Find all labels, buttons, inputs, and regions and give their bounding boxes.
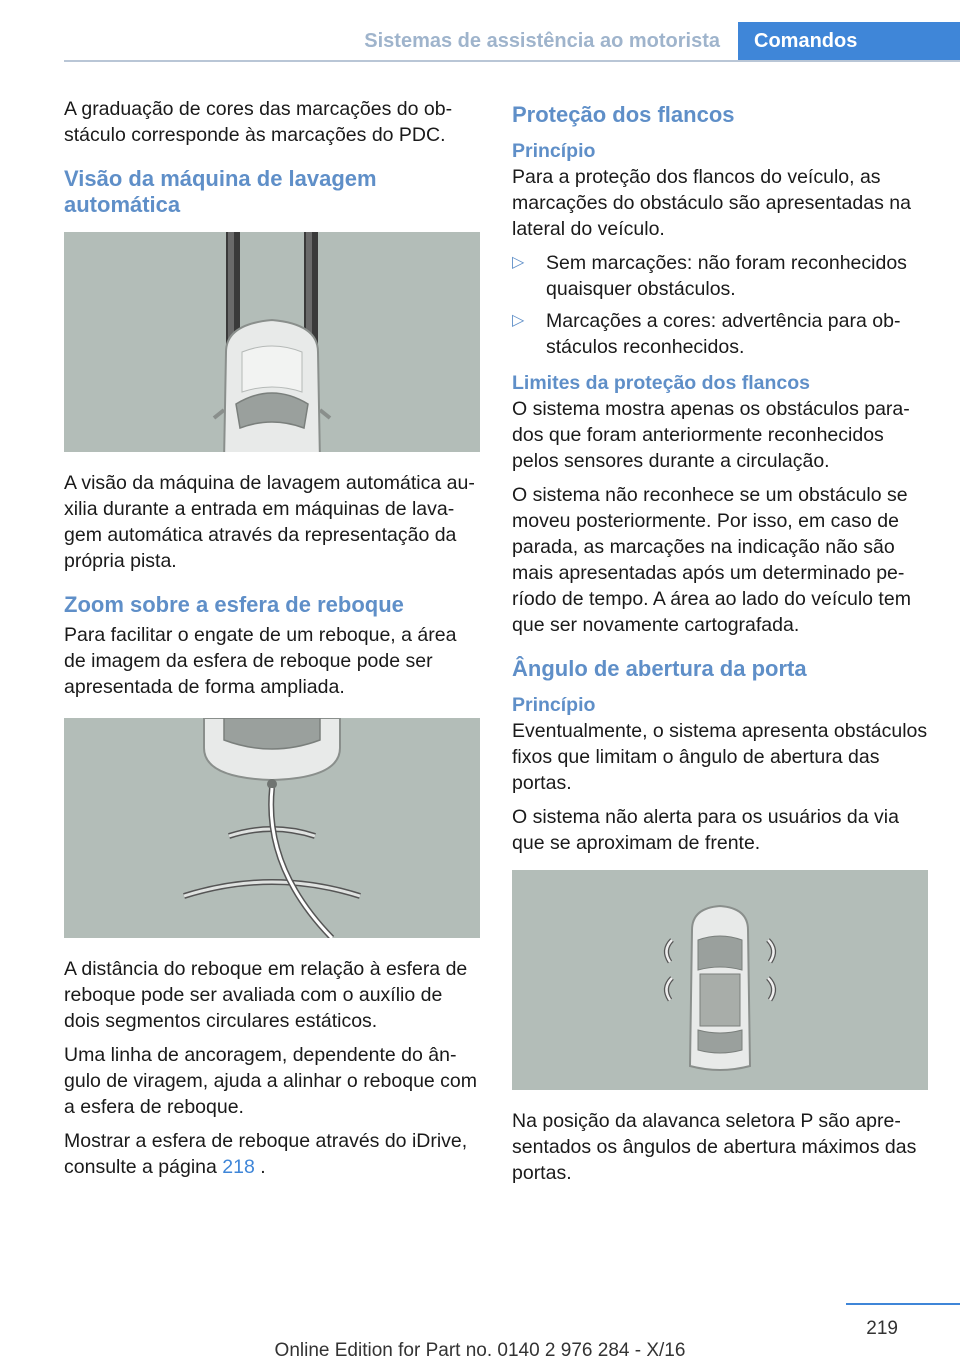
footer-edition: Online Edition for Part no. 0140 2 976 284 - X/16 [274,1340,686,1361]
tow-ball-illustration [64,718,480,938]
tow-distance-paragraph: A distância do reboque em relação à esfera de reboque pode ser avaliada com o auxílio de dois segmentos circulares estáticos. [64,958,468,1032]
show-tow-ball-paragraph [64,1128,480,1180]
door-angle-image [512,870,928,1090]
list-item-text: Marcações a cores: advertência para obstáculos reconhecidos. [546,310,901,358]
left-column [64,96,480,1188]
door-paragraph-3: Na posição da alavanca seletora P são apresentados os ângulos de abertura máximos das portas. [512,1110,917,1184]
flank-paragraph: Para a proteção dos flancos do veículo, as marcações do obstáculo são apresentadas na lateral do veículo. [512,166,911,240]
heading-door-opening-angle: Ângulo de abertura da porta [512,656,807,681]
list-item [512,250,928,302]
door-paragraph-2: O sistema não alerta para os usuários da via que se aproximam de frente. [512,806,899,854]
triangle-bullet-icon: ▷ [512,254,525,271]
subheading-principle-door: Princípio [512,694,596,716]
header-chapter-tab: Comandos [738,22,960,62]
list-item-text: Sem marcações: não foram reconhecidos quaisquer obstáculos. [546,252,907,300]
page-number: 219 [866,1318,898,1339]
flank-limits-paragraph-2: O sistema não reconhece se um obstáculo se moveu posteriormente. Por isso, em caso de parada, as marcações na indicação não são mais apresentadas após um determinado período de tempo. A área ao lado do veículo tem que ser novamente cartografada. [512,484,911,636]
car-wash-paragraph: A visão da máquina de lavagem automática auxilia durante a entrada em máquinas de lavagem automática através da representação da própria pista. [64,472,475,572]
tow-ball-zoom-paragraph: Para facilitar o engate de um reboque, a área de imagem da esfera de reboque pode ser apresentada de forma ampliada. [64,624,457,698]
car-wash-view-image [64,232,480,452]
heading-car-wash-view: Visão da máquina de lavagem automática [64,166,377,217]
header-section-title: Sistemas de assistência ao motorista [364,30,720,52]
car-wash-illustration [64,232,480,452]
door-angle-illustration [512,870,928,1090]
heading-tow-ball-zoom: Zoom sobre a esfera de reboque [64,592,404,617]
flank-limits-paragraph-1: O sistema mostra apenas os obstáculos parados que foram anteriormente reconhecidos pelos sensores durante a circulação. [512,398,910,472]
door-paragraph-1: Eventualmente, o sistema apresenta obstáculos fixos que limitam o ângulo de abertura das portas. [512,720,928,794]
tow-ball-zoom-image [64,718,480,938]
intro-paragraph: A graduação de cores das marcações do obstáculo corresponde às marcações do PDC. [64,98,453,146]
header-rule [64,60,960,62]
show-tow-ball-text: Mostrar a esfera de reboque através do iDrive, consulte a página [64,1130,468,1178]
list-item [512,308,928,360]
heading-flank-protection: Proteção dos flancos [512,102,735,127]
subheading-principle-flank: Princípio [512,140,596,162]
anchor-line-paragraph: Uma linha de ancoragem, dependente do ângulo de viragem, ajuda a alinhar o reboque com a esfera de reboque. [64,1044,478,1118]
show-tow-ball-suffix: . [254,1156,266,1178]
right-column [512,96,928,1194]
footer-rule [846,1303,960,1305]
triangle-bullet-icon: ▷ [512,312,525,329]
flank-bullet-list [512,250,928,360]
subheading-flank-limits: Limites da proteção dos flancos [512,372,810,394]
page-reference-link[interactable]: 218 [222,1156,255,1178]
